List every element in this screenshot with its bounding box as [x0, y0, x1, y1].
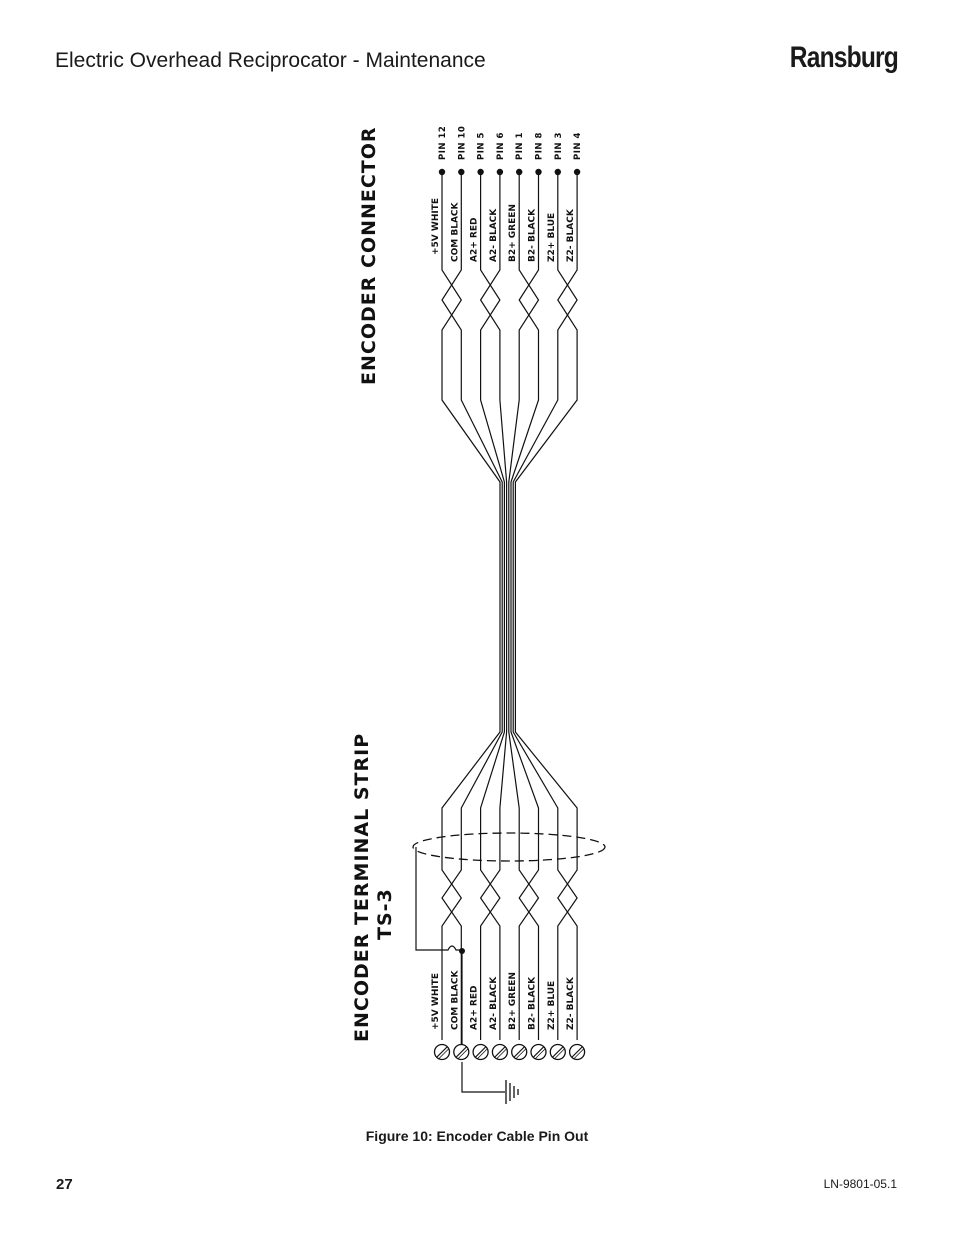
- terminal-wire-label-6: B2- BLACK: [527, 976, 538, 1030]
- connector-pin-7: [555, 169, 561, 175]
- brand-logo: Ransburg: [789, 41, 898, 74]
- pin-label-3: PIN 5: [476, 132, 487, 160]
- document-id: LN-9801-05.1: [823, 1177, 897, 1191]
- pin-label-1: PIN 12: [438, 125, 448, 160]
- ground-symbol-icon: [506, 1080, 518, 1104]
- connector-wire-label-1: +5V WHITE: [431, 198, 441, 255]
- terminal-wire-label-5: B2+ GREEN: [508, 972, 519, 1030]
- pin-label-2: PIN 10: [457, 125, 468, 160]
- connector-pin-1: [439, 169, 445, 175]
- wire-7: [513, 172, 577, 1040]
- ground-wire: [462, 1062, 505, 1092]
- connector-pin-2: [458, 169, 464, 175]
- terminal-strip-title: ENCODER TERMINAL STRIP: [351, 732, 373, 1042]
- encoder-connector-title: ENCODER CONNECTOR: [358, 126, 380, 385]
- connector-wire-label-6: B2- BLACK: [527, 208, 538, 262]
- connector-pin-8: [574, 169, 580, 175]
- terminal-strip-id: TS-3: [374, 888, 396, 940]
- pin-label-5: PIN 1: [515, 132, 526, 160]
- connector-wire-label-7: Z2+ BLUE: [546, 212, 557, 262]
- terminal-wire-label-7: Z2+ BLUE: [546, 980, 557, 1030]
- connector-wire-label-4: A2- BLACK: [488, 208, 499, 262]
- terminal-wire-label-4: A2- BLACK: [488, 976, 499, 1030]
- connector-pin-group: [439, 169, 581, 175]
- wire-3: [481, 172, 505, 1040]
- connector-pin-5: [516, 169, 522, 175]
- pin-label-8: PIN 4: [573, 132, 584, 160]
- terminal-screw-group: [435, 1045, 585, 1060]
- page-number: 27: [56, 1176, 73, 1193]
- drain-junction-dot: [459, 948, 465, 954]
- pin-label-6: PIN 8: [534, 132, 545, 160]
- connector-pin-4: [497, 169, 503, 175]
- terminal-wire-label-2: COM BLACK: [450, 970, 461, 1030]
- terminal-wire-label-1: +5V WHITE: [431, 973, 441, 1030]
- connector-wire-label-3: A2+ RED: [469, 217, 480, 262]
- pin-label-7: PIN 3: [553, 132, 564, 160]
- connector-pin-6: [535, 169, 541, 175]
- wire-8: [515, 172, 577, 1040]
- connector-wire-label-8: Z2- BLACK: [566, 209, 577, 262]
- terminal-wire-label-8: Z2- BLACK: [566, 977, 577, 1030]
- page-header-title: Electric Overhead Reciprocator - Maintenance: [55, 49, 486, 72]
- pin-label-4: PIN 6: [495, 132, 506, 160]
- connector-wire-label-2: COM BLACK: [450, 202, 461, 262]
- terminal-wire-label-3: A2+ RED: [469, 985, 480, 1030]
- connector-wire-label-5: B2+ GREEN: [508, 204, 519, 262]
- figure-caption: Figure 10: Encoder Cable Pin Out: [365, 1128, 589, 1144]
- wire-group: [442, 172, 577, 1044]
- connector-pin-3: [477, 169, 483, 175]
